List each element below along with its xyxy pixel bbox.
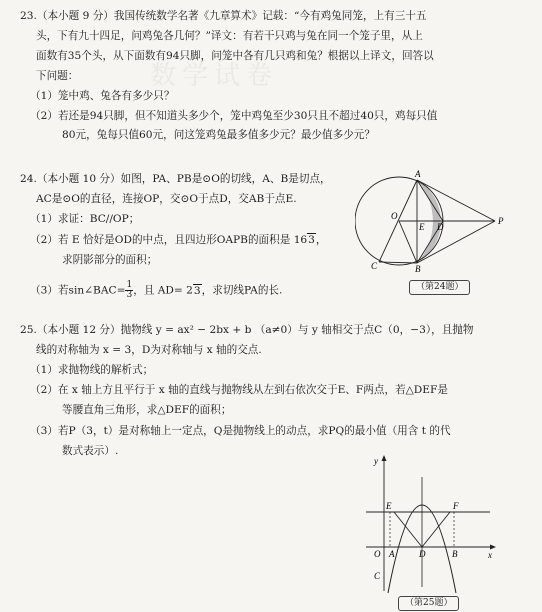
q24-part-3 xyxy=(30,281,282,300)
q23-line-3: 面数有35个头，从下面数有94只脚，问笼中各有几只鸡和兔？根据以上译文，回答以 xyxy=(36,50,434,62)
point-f: F xyxy=(453,501,459,511)
q24-part-2-cont: 求阴影部分的面积； xyxy=(62,254,158,266)
q23-line-4: 下问题： xyxy=(36,70,79,82)
q24-line-1: 24.（本小题 10 分）如图，PA、PB是⊙O的切线，A、B是切点， xyxy=(20,173,331,185)
x-axis-arrow xyxy=(490,545,496,550)
watermark: 数学试卷 xyxy=(150,61,279,91)
q24-part-2 xyxy=(30,233,327,247)
q25-part-3-cont: 数式表示）. xyxy=(62,445,119,457)
q23-line-2: 头，下有九十四足，问鸡兔各几何？”译文：有若干只鸡与兔在同一个笼子里，从上 xyxy=(36,30,423,42)
q25-part-3: （3）若P（3，t）是对称轴上一定点，Q是抛物线上的动点，求PQ的最小值（用含 t 的代 xyxy=(30,425,451,437)
q23-line-1: 23.（本小题 9 分）我国传统数学名著《九章算术》记载：“今有鸡兔同笼，上有三十五 xyxy=(20,10,427,22)
point-b: B xyxy=(415,264,421,274)
point-o: O xyxy=(374,549,381,559)
q25-line-2: 线的对称轴为 x = 3，D为对称轴与 x 轴的交点. xyxy=(36,344,262,356)
q24-sqrt-2: 3 xyxy=(193,284,201,297)
figure-25 xyxy=(362,455,502,595)
point-c: C xyxy=(371,261,378,271)
fraction-denominator: 3 xyxy=(126,290,133,300)
point-b: B xyxy=(452,549,458,559)
segment-de xyxy=(394,512,422,547)
point-e: E xyxy=(419,222,425,232)
point-a: A xyxy=(389,549,395,559)
segment-ob xyxy=(399,221,417,263)
q24-part-3-text: （3）若sin∠BAC= xyxy=(30,284,126,297)
segment-df xyxy=(422,512,450,547)
label-y: y xyxy=(374,456,378,466)
q23-part-2: （2）若还是94只脚，但不知道头多少个，笼中鸡兔至少30只且不超过40只，鸡每只值 xyxy=(30,110,438,122)
q25-line-1: 25.（本小题 12 分）抛物线 y = ax² − 2bx + b （a≠0）与 y 轴相交于点C（0，−3），且抛物 xyxy=(20,324,474,336)
point-o: O xyxy=(391,211,398,221)
q24-part-1: （1）求证：BC//OP； xyxy=(30,213,140,225)
tangent-pb xyxy=(417,221,495,263)
q24-part-3-tail: ，求切线PA的长. xyxy=(201,284,283,297)
q24-sqrt: 3 xyxy=(308,234,315,246)
q24-part-3-mid: ，且 AD= 2 xyxy=(133,284,193,297)
figure-24-caption: （第24题） xyxy=(409,280,470,295)
q23-part-2-cont: 80元，兔每只值60元，问这笼鸡兔最多值多少元？最少值多少元？ xyxy=(62,129,375,141)
q24-part-2-tail: ， xyxy=(315,234,327,246)
label-x: x xyxy=(488,550,492,560)
segment-ad xyxy=(417,180,443,221)
figure-25-caption: （第25题） xyxy=(398,596,459,611)
point-a: A xyxy=(415,169,421,179)
point-d: D xyxy=(419,549,426,559)
figure-24 xyxy=(355,168,515,278)
q23-part-1: （1）笼中鸡、兔各有多少只？ xyxy=(30,90,175,102)
point-c: C xyxy=(374,571,381,581)
q25-part-1: （1）求抛物线的解析式； xyxy=(30,364,154,376)
point-e: E xyxy=(386,501,392,511)
q24-part-2-text: （2）若 E 恰好是OD的中点，且四边形OAPB的面积是 16 xyxy=(30,234,308,246)
point-p: P xyxy=(498,216,504,226)
q25-part-2-cont: 等腰直角三角形，求△DEF的面积； xyxy=(62,404,232,416)
fraction-numerator: 1 xyxy=(126,280,133,290)
q25-part-2: （2）在 x 轴上方且平行于 x 轴的直线与抛物线从左到右依次交于E、F两点，若△DEF是 xyxy=(30,384,448,396)
tangent-pa xyxy=(417,180,495,221)
y-axis-arrow xyxy=(382,455,387,461)
point-d: D xyxy=(437,222,444,232)
q24-line-2: AC是⊙O的直径，连接OP，交⊙O于点D，交AB于点E. xyxy=(36,193,297,205)
